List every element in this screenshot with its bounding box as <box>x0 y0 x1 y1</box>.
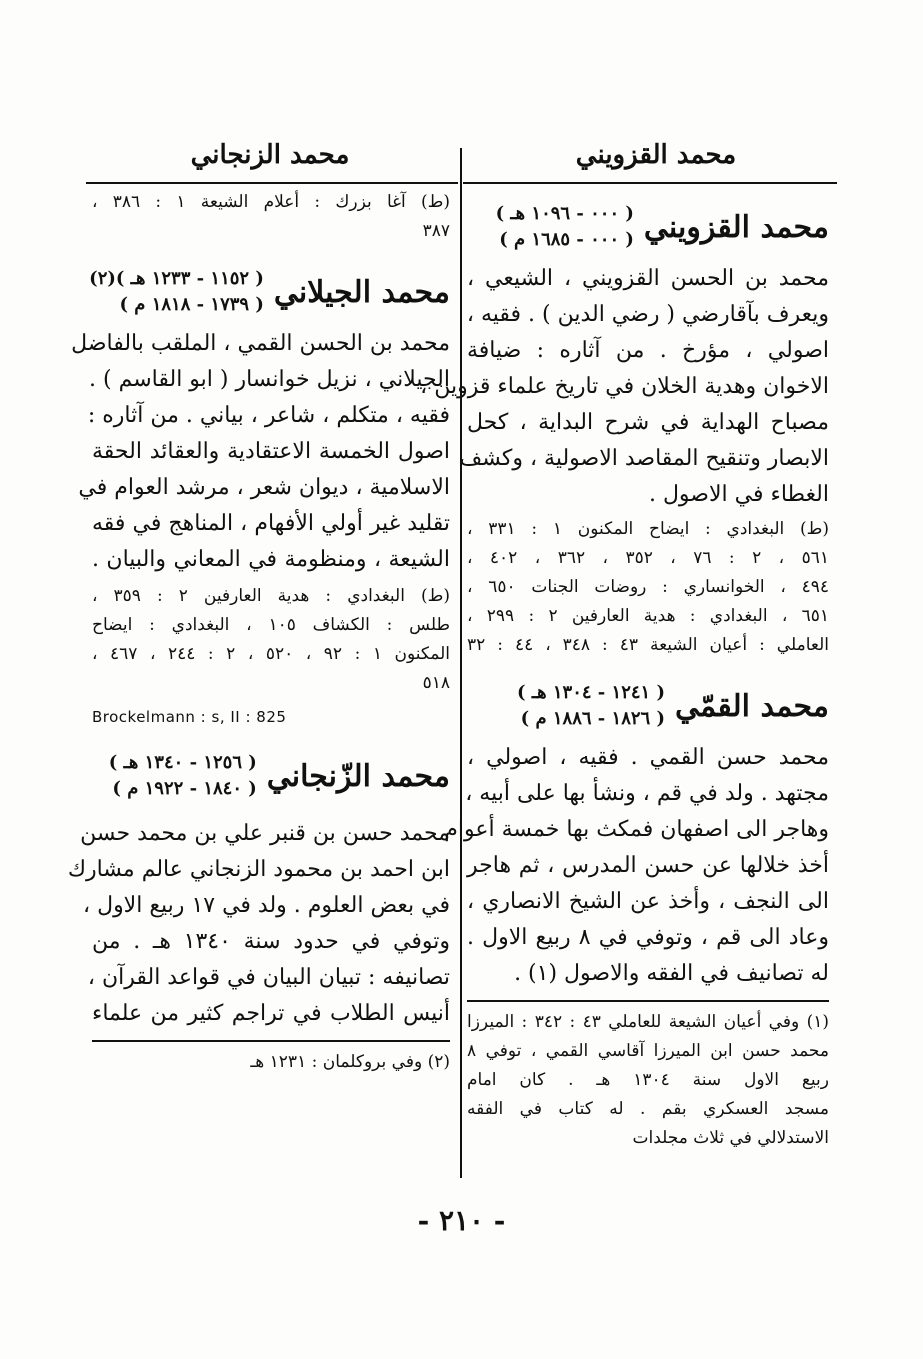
body-line: محمد حسن القمي . فقيه ، اصولي ، <box>467 745 829 770</box>
entry-body <box>444 740 829 992</box>
body-line: أنيس الطلاب في تراجم كثير من علماء <box>92 1001 450 1026</box>
footnote-line: (١) وفي أعيان الشيعة للعاملي ٤٣ : ٣٤٢ : الميرزا <box>467 1012 829 1032</box>
continued-references <box>92 188 450 246</box>
body-line: له تصانيف في الفقه والاصول (١) . <box>514 961 829 986</box>
dates-gregorian: ( ١٧٣٩ - ١٨١٨ م ) <box>119 294 264 315</box>
footnote-line: الاستدلالي في ثلاث مجلدات <box>632 1128 829 1148</box>
entry-dates <box>496 201 634 253</box>
body-line: الى النجف ، وأخذ عن الشيخ الانصاري ، <box>467 889 829 914</box>
running-header-left: محمد الزنجاني <box>190 140 350 170</box>
footnote-line: محمد حسن ابن الميرزا آقاسي القمي ، توفي ٨ <box>467 1041 829 1061</box>
body-line: في بعض العلوم . ولد في ١٧ ربيع الاول ، <box>82 893 450 918</box>
entry-name: محمد القزويني <box>643 209 829 245</box>
body-line: أخذ خلالها عن حسن المدرس ، ثم هاجر <box>467 853 829 878</box>
body-line: ابن احمد بن محمود الزنجاني عالم مشارك <box>67 857 450 882</box>
entry-references <box>92 582 450 698</box>
dates-gregorian: ( ٠٠٠ - ١٦٨٥ م ) <box>499 229 634 250</box>
entry-references <box>467 515 829 660</box>
reference-line: ٣٨٧ <box>422 221 450 241</box>
reference-line: ٥١٨ <box>422 673 450 693</box>
entry-name: محمد الجيلاني <box>273 274 450 310</box>
dates-gregorian: ( ١٨٤٠ - ١٩٢٢ م ) <box>112 778 257 799</box>
body-line: الاخوان وهدية الخلان في تاريخ علماء قزوين ، <box>420 374 829 399</box>
footnote-rule <box>467 1000 829 1002</box>
page-number: - ٢١٠ - <box>417 1204 506 1237</box>
reference-line: ٥٦١ ، ٢ : ٧٦ ، ٣٥٢ ، ٣٦٢ ، ٤٠٢ ، <box>467 548 829 568</box>
entry-heading <box>92 750 450 802</box>
dates-gregorian: ( ١٨٢٦ - ١٨٨٦ م ) <box>520 708 666 729</box>
entry-heading <box>89 266 450 318</box>
body-line: الشيعة ، ومنظومة في المعاني والبيان . <box>92 547 450 572</box>
reference-line: (ط) البغدادي : ايضاح المكنون ١ : ٣٣١ ، <box>467 519 829 539</box>
reference-line: المكنون ١ : ٩٢ ، ٥٢٠ ، ٢ : ٢٤٤ ، ٤٦٧ ، <box>92 644 451 664</box>
body-line: اصولي ، مؤرخ . من آثاره : ضيافة <box>467 338 829 363</box>
left-column <box>67 188 451 1077</box>
footnote <box>467 1008 829 1153</box>
dates-hijri: ( ١٢٥٦ - ١٣٤٠ هـ ) <box>108 752 257 773</box>
body-line: ويعرف بآقارضي ( رضي الدين ) . فقيه ، <box>466 302 829 327</box>
dates-hijri: ( ١١٥٢ - ١٢٣٣ هـ )(٢) <box>89 268 264 289</box>
body-line: محمد حسن بن قنبر علي بن محمد حسن <box>80 821 450 846</box>
footnote-rule <box>92 1040 450 1042</box>
footnote-line: ربيع الاول سنة ١٣٠٤ هـ . كان امام <box>467 1070 829 1090</box>
body-line: وهاجر الى اصفهان فمكث بها خمسة أعوام <box>444 817 829 842</box>
reference-line: ٦٥١ ، البغدادي : هدية العارفين ٢ : ٢٩٩ ، <box>467 606 829 626</box>
body-line: تقليد غير أولي الأفهام ، المناهج في فقه <box>92 511 450 536</box>
entry-dates <box>89 266 264 318</box>
entry-body <box>67 816 450 1032</box>
footnote <box>92 1048 450 1077</box>
body-line: الابصار وتنقيح المقاصد الاصولية ، وكشف <box>459 446 829 471</box>
dates-hijri: ( ٠٠٠ - ١٠٩٦ هـ ) <box>495 203 634 224</box>
reference-line: العاملي : أعيان الشيعة ٤٣ : ٣٤٨ ، ٤٤ : ٣٢ <box>467 635 829 655</box>
footnote-line: مسجد العسكري بقم . له كتاب في الفقه <box>467 1099 829 1119</box>
entry-name: محمد القمّي <box>675 688 829 724</box>
body-line: فقيه ، متكلم ، شاعر ، بياني . من آثاره : <box>87 403 450 428</box>
body-line: مجتهد . ولد في قم ، ونشأ بها على أبيه ، <box>465 781 829 806</box>
footnote-line: (٢) وفي بروكلمان : ١٢٣١ هـ <box>250 1052 450 1072</box>
body-line: الغطاء في الاصول . <box>648 482 829 507</box>
header-rule-right <box>463 182 837 184</box>
entry-name: محمد الزّنجاني <box>266 758 450 794</box>
reference-line: (ط) البغدادي : هدية العارفين ٢ : ٣٥٩ ، <box>92 586 450 606</box>
body-line: الجيلاني ، نزيل خوانسار ( ابو القاسم ) . <box>89 367 450 392</box>
entry-dates <box>517 680 665 732</box>
entry-body <box>420 261 829 513</box>
body-line: محمد بن الحسن القزويني ، الشيعي ، <box>467 266 829 291</box>
reference-line: ٤٩٤ ، الخوانساري : روضات الجنات ٦٥٠ ، <box>467 577 830 597</box>
entry-dates <box>109 750 257 802</box>
entry-body <box>71 326 450 578</box>
entry-heading <box>467 680 829 732</box>
body-line: مصباح الهداية في شرح البداية ، كحل <box>467 410 829 435</box>
latin-reference: Brockelmann : s, II : 825 <box>92 708 287 726</box>
header-rule-left <box>86 182 458 184</box>
body-line: وعاد الى قم ، وتوفي في ٨ ربيع الاول . <box>467 925 829 950</box>
body-line: الاسلامية ، ديوان شعر ، مرشد العوام في <box>78 475 450 500</box>
entry-heading <box>467 201 829 253</box>
body-line: اصول الخمسة الاعتقادية والعقائد الحقة <box>92 439 450 464</box>
body-line: تصانيفه : تبيان البيان في قواعد القرآن ، <box>87 965 450 990</box>
body-line: وتوفي في حدود سنة ١٣٤٠ هـ . من <box>92 929 450 954</box>
body-line: محمد بن الحسن القمي ، الملقب بالفاضل <box>71 331 450 356</box>
reference-line: طلس : الكشاف ١٠٥ ، البغدادي : ايضاح <box>92 615 450 635</box>
running-header-right: محمد القزويني <box>575 140 737 170</box>
dates-hijri: ( ١٢٤١ - ١٣٠٤ هـ ) <box>517 682 666 703</box>
column-divider <box>460 148 462 1178</box>
reference-line: (ط) آغا بزرك : أعلام الشيعة ١ : ٣٨٦ ، <box>92 192 450 212</box>
